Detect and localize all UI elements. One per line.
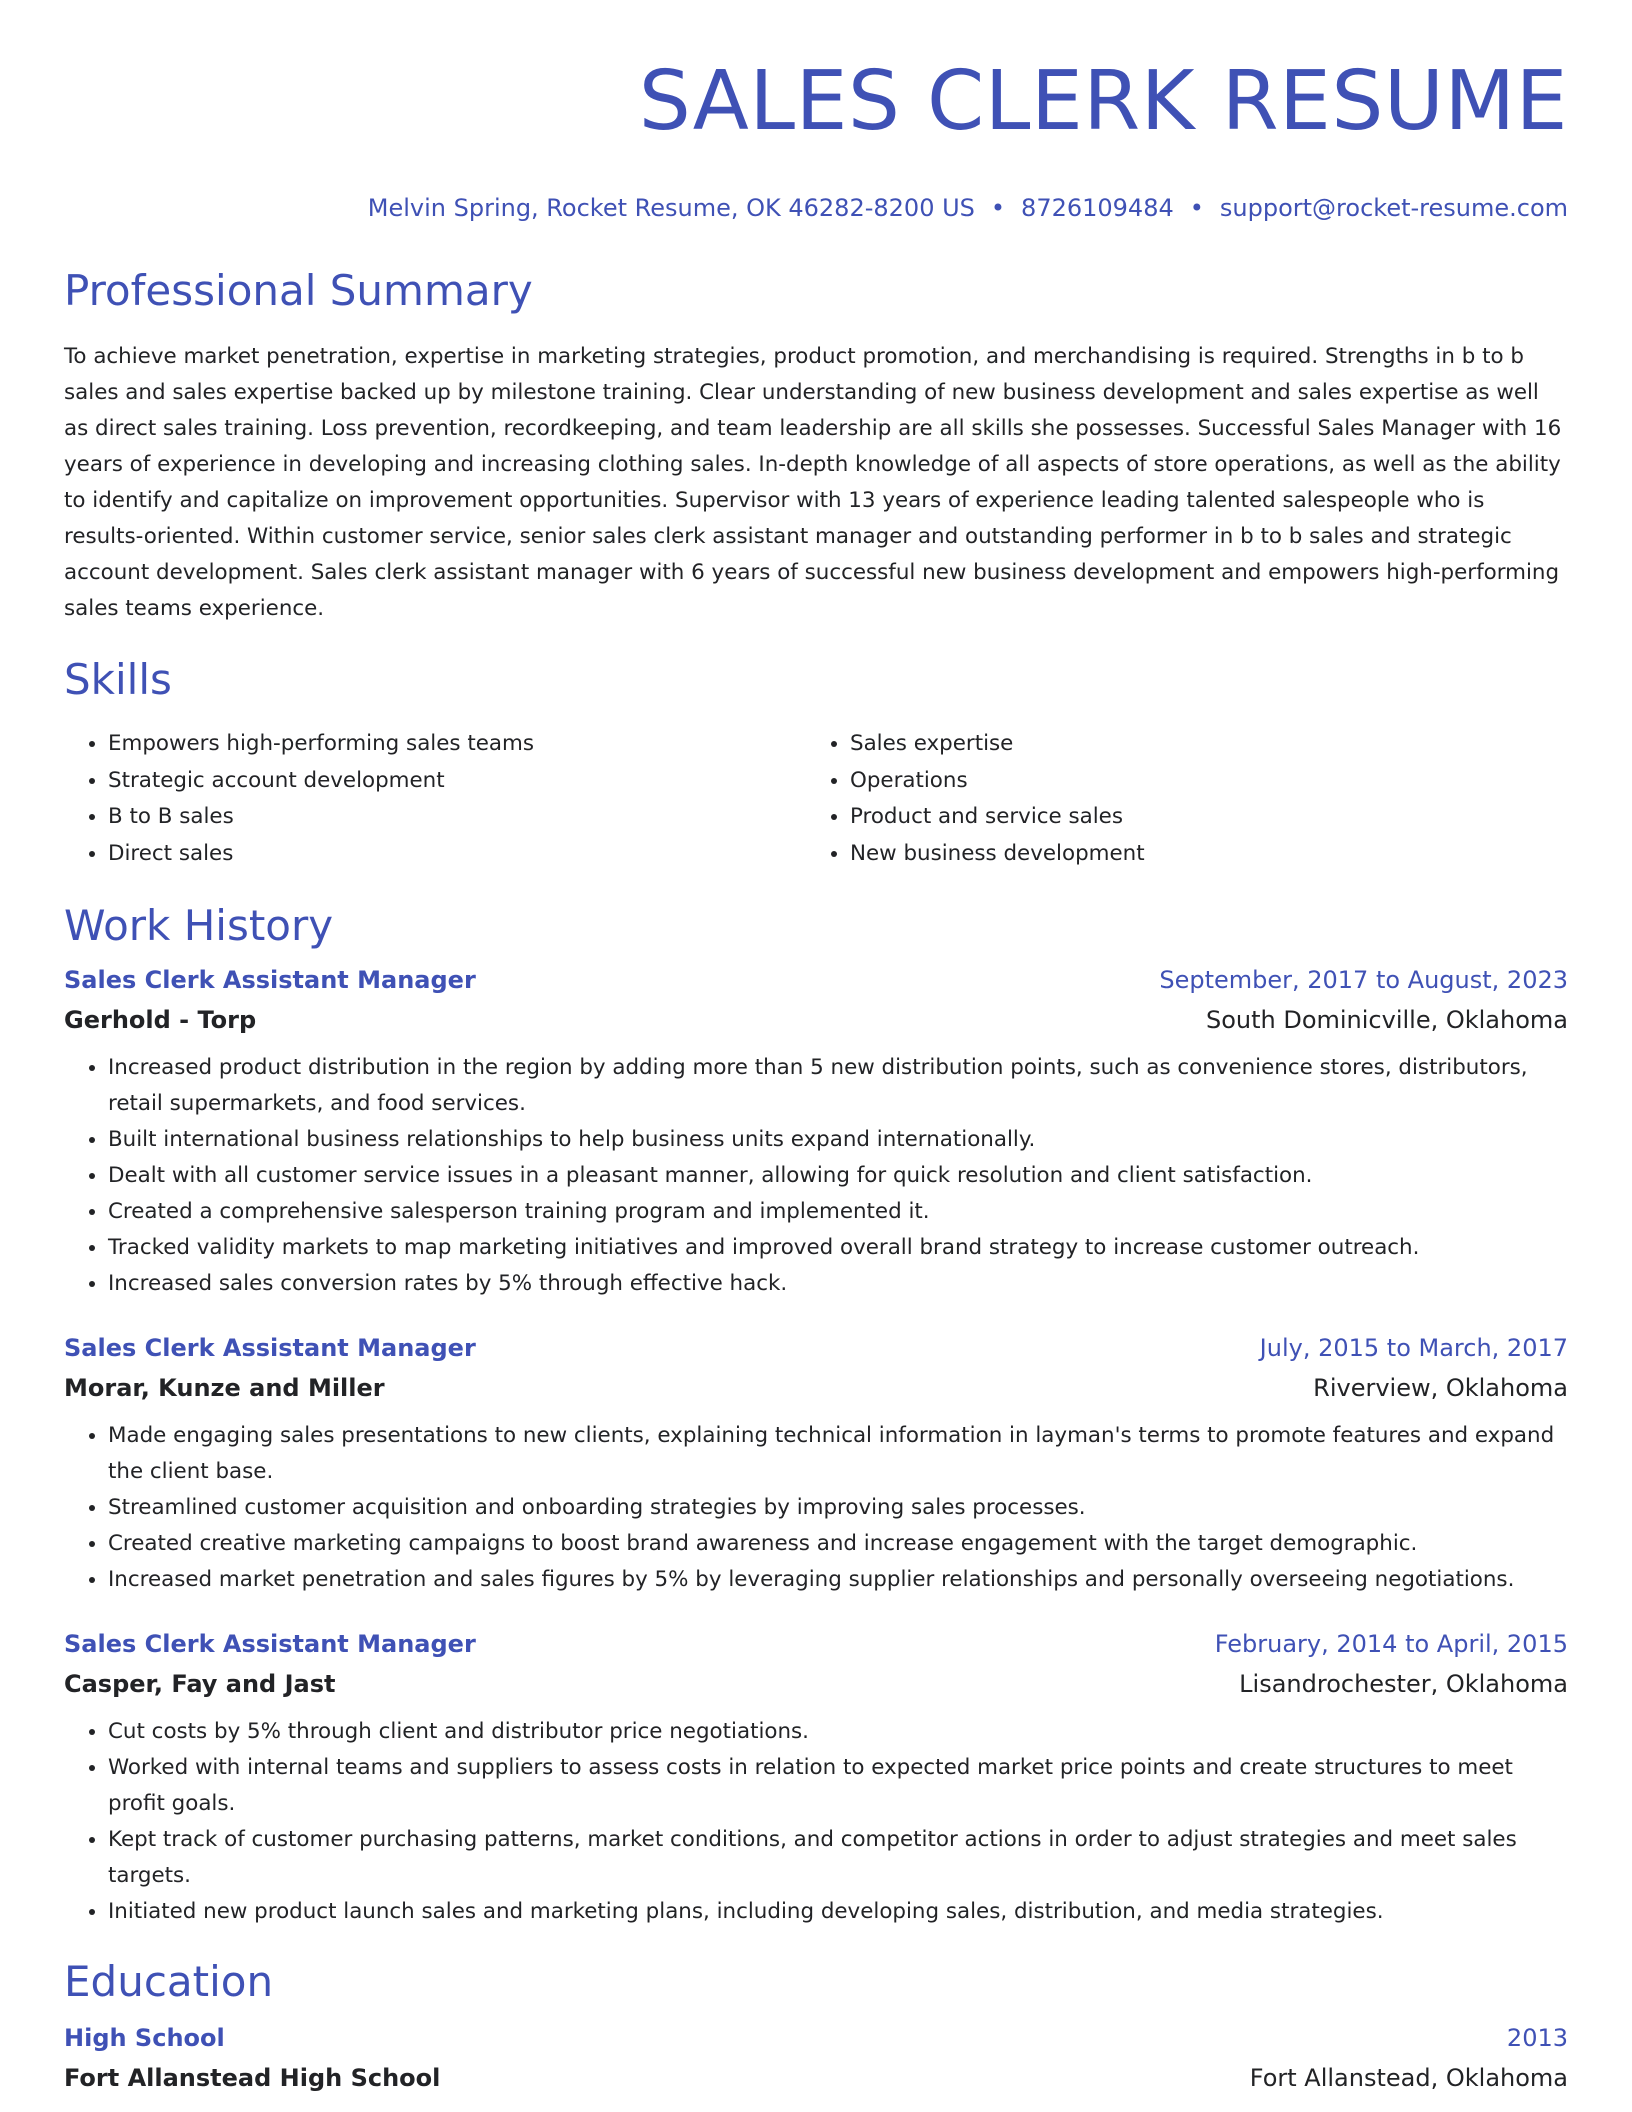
education-degree-row bbox=[64, 2018, 1568, 2058]
job-bullet: • Increased product distribution in the region by adding more than 5 new distribution points, such as convenience stores, distributors, retail supermarkets, and food services. bbox=[108, 1050, 1568, 1122]
skill-item: • Product and service sales bbox=[850, 799, 1568, 836]
contact-phone: 8726109484 bbox=[1021, 194, 1174, 222]
job-bullet: • Created a comprehensive salesperson training program and implemented it. bbox=[108, 1194, 1568, 1230]
job-org-row bbox=[64, 1368, 1568, 1408]
skill-item: • New business development bbox=[850, 836, 1568, 873]
skills-list-left bbox=[64, 726, 806, 872]
skill-item: • Sales expertise bbox=[850, 726, 1568, 763]
job-entry bbox=[64, 1328, 1568, 1598]
skills-columns bbox=[64, 726, 1568, 872]
skill-item: • Empowers high-performing sales teams bbox=[108, 726, 806, 763]
summary-section bbox=[64, 265, 1568, 627]
job-location: Lisandrochester, Oklahoma bbox=[1239, 1670, 1568, 1698]
job-bullets bbox=[64, 1418, 1568, 1598]
job-bullet: • Initiated new product launch sales and marketing plans, including developing sales, distribution, and media strategies. bbox=[108, 1894, 1568, 1930]
job-bullet: • Worked with internal teams and suppliers to assess costs in relation to expected market price points and create structures to meet profit goals. bbox=[108, 1750, 1568, 1822]
education-school: Fort Allanstead High School bbox=[64, 2064, 441, 2092]
job-location: Riverview, Oklahoma bbox=[1313, 1374, 1568, 1402]
education-entry bbox=[64, 2018, 1568, 2098]
job-entry bbox=[64, 1624, 1568, 1930]
resume-title: SALES CLERK RESUME bbox=[638, 54, 1568, 149]
contact-separator: • bbox=[990, 194, 1006, 222]
skills-list-right bbox=[806, 726, 1568, 872]
contact-email: support@rocket-resume.com bbox=[1219, 194, 1568, 222]
job-bullet: • Increased sales conversion rates by 5% through effective hack. bbox=[108, 1266, 1568, 1302]
skills-heading: Skills bbox=[64, 655, 172, 704]
job-bullet: • Increased market penetration and sales figures by 5% by leveraging supplier relationships and personally overseeing negotiations. bbox=[108, 1562, 1568, 1598]
education-school-row bbox=[64, 2058, 1568, 2098]
job-company: Casper, Fay and Jast bbox=[64, 1670, 336, 1698]
skill-item: • Direct sales bbox=[108, 836, 806, 873]
job-company: Morar, Kunze and Miller bbox=[64, 1374, 385, 1402]
job-org-row bbox=[64, 1664, 1568, 1704]
job-bullets bbox=[64, 1714, 1568, 1930]
skill-item: • Strategic account development bbox=[108, 763, 806, 800]
job-bullet: • Kept track of customer purchasing patterns, market conditions, and competitor actions in order to adjust strategies and meet sales targets. bbox=[108, 1822, 1568, 1894]
job-role-row bbox=[64, 1328, 1568, 1368]
job-dates: February, 2014 to April, 2015 bbox=[1214, 1630, 1568, 1658]
job-bullets bbox=[64, 1050, 1568, 1302]
job-org-row bbox=[64, 1000, 1568, 1040]
job-bullet: • Made engaging sales presentations to new clients, explaining technical information in layman's terms to promote features and expand the client base. bbox=[108, 1418, 1568, 1490]
job-bullet: • Created creative marketing campaigns to boost brand awareness and increase engagement with the target demographic. bbox=[108, 1526, 1568, 1562]
job-bullet: • Tracked validity markets to map marketing initiatives and improved overall brand strategy to increase customer outreach. bbox=[108, 1230, 1568, 1266]
skill-item: • B to B sales bbox=[108, 799, 806, 836]
job-bullet: • Dealt with all customer service issues in a pleasant manner, allowing for quick resolution and client satisfaction. bbox=[108, 1158, 1568, 1194]
work-history-heading: Work History bbox=[64, 901, 334, 950]
job-title: Sales Clerk Assistant Manager bbox=[64, 1334, 476, 1362]
job-role-row bbox=[64, 1624, 1568, 1664]
education-year: 2013 bbox=[1506, 2024, 1568, 2052]
education-heading: Education bbox=[64, 1957, 274, 2006]
work-history-section bbox=[64, 900, 1568, 1930]
contact-address: Melvin Spring, Rocket Resume, OK 46282-8200 US bbox=[367, 194, 975, 222]
education-location: Fort Allanstead, Oklahoma bbox=[1249, 2064, 1568, 2092]
job-role-row bbox=[64, 960, 1568, 1000]
skill-item: • Operations bbox=[850, 763, 1568, 800]
skills-section bbox=[64, 654, 1568, 872]
job-title: Sales Clerk Assistant Manager bbox=[64, 966, 476, 994]
job-company: Gerhold - Torp bbox=[64, 1006, 257, 1034]
resume-header bbox=[64, 0, 1568, 222]
job-dates: September, 2017 to August, 2023 bbox=[1159, 966, 1568, 994]
job-entry bbox=[64, 960, 1568, 1302]
job-title: Sales Clerk Assistant Manager bbox=[64, 1630, 476, 1658]
job-dates: July, 2015 to March, 2017 bbox=[1259, 1334, 1568, 1362]
education-section bbox=[64, 1956, 1568, 2098]
contact-line bbox=[64, 194, 1568, 222]
education-degree: High School bbox=[64, 2024, 225, 2052]
job-bullet: • Streamlined customer acquisition and onboarding strategies by improving sales processes. bbox=[108, 1490, 1568, 1526]
resume-page bbox=[64, 0, 1568, 2098]
job-bullet: • Built international business relationships to help business units expand internationally. bbox=[108, 1122, 1568, 1158]
job-bullet: • Cut costs by 5% through client and distributor price negotiations. bbox=[108, 1714, 1568, 1750]
summary-heading: Professional Summary bbox=[64, 266, 533, 315]
contact-separator: • bbox=[1189, 194, 1204, 222]
job-location: South Dominicville, Oklahoma bbox=[1205, 1006, 1568, 1034]
summary-text: To achieve market penetration, expertise in marketing strategies, product promotion, and merchandising is required. Strengths in b to b sales and sales expertise backed up by milestone training. Clear understanding of new business development and sales expertise as well as direct sales training. Loss prevention, recordkeeping, and team leadership are all skills she possesses. Successful Sales Manager with 16 years of experience in developing and increasing clothing sales. In-depth knowledge of all aspects of store operations, as well as the ability to identify and capitalize on improvement opportunities. Supervisor with 13 years of experience leading talented salespeople who is results-oriented. Within customer service, senior sales clerk assistant manager and outstanding performer in b to b sales and strategic account development. Sales clerk assistant manager with 6 years of successful new business development and empowers high-performing sales teams experience. bbox=[64, 344, 1562, 621]
